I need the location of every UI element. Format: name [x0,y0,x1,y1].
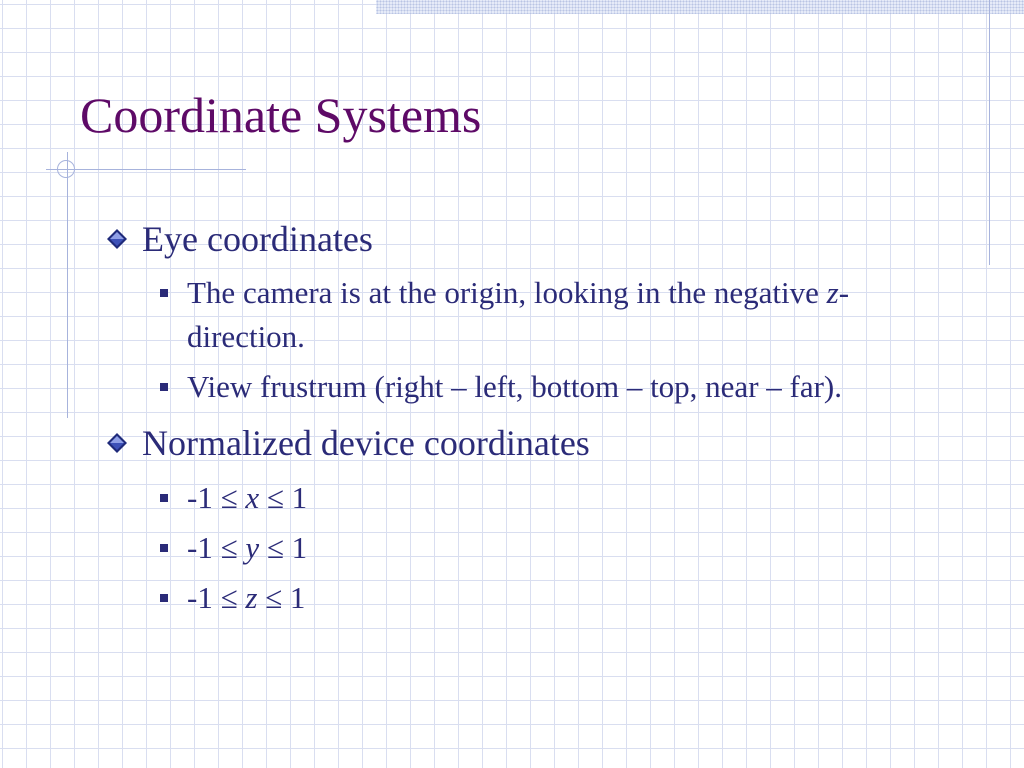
square-bullet-icon [160,494,168,502]
square-bullet-icon [160,289,168,297]
eye-coordinates-list [102,271,952,408]
section-normalized-device-coordinates [102,422,952,465]
list-item-text: -1 ≤ [187,479,246,515]
math-variable: y [245,529,260,565]
section-heading: Eye coordinates [142,219,373,259]
left-vertical-rule [67,152,68,418]
list-item-text-end: ≤ 1 [257,580,306,616]
list-item-text: View frustrum (right – left, bottom – top, near – far). [187,368,842,404]
list-item-text: -1 ≤ [187,580,246,616]
square-bullet-icon [160,594,168,602]
slide-title: Coordinate Systems [80,87,482,143]
list-item [102,365,952,408]
list-item-text-end: ≤ 1 [259,479,308,515]
section-heading: Normalized device coordinates [142,423,590,464]
title-underline-rule [46,169,246,170]
slide-content [102,218,952,634]
square-bullet-icon [160,544,168,552]
crosshair-circle-icon [57,160,75,178]
list-item [102,526,952,569]
diamond-bullet-icon [106,432,128,454]
list-item [102,271,952,358]
top-decorative-band [376,0,1024,14]
list-item [102,576,952,619]
section-eye-coordinates [102,218,952,261]
list-item-text: The camera is at the origin, looking in the negative [187,275,827,311]
list-item-text: -1 ≤ [187,529,246,565]
diamond-bullet-icon [106,228,128,250]
right-vertical-rule [989,0,990,265]
math-variable: x [245,479,260,515]
list-item [102,476,952,519]
ndc-list [102,476,952,620]
math-variable: z [245,580,258,616]
list-item-text-end: ≤ 1 [259,529,308,565]
math-variable: z [826,275,839,311]
square-bullet-icon [160,383,168,391]
list-item-text-end: -direction. [187,275,850,354]
